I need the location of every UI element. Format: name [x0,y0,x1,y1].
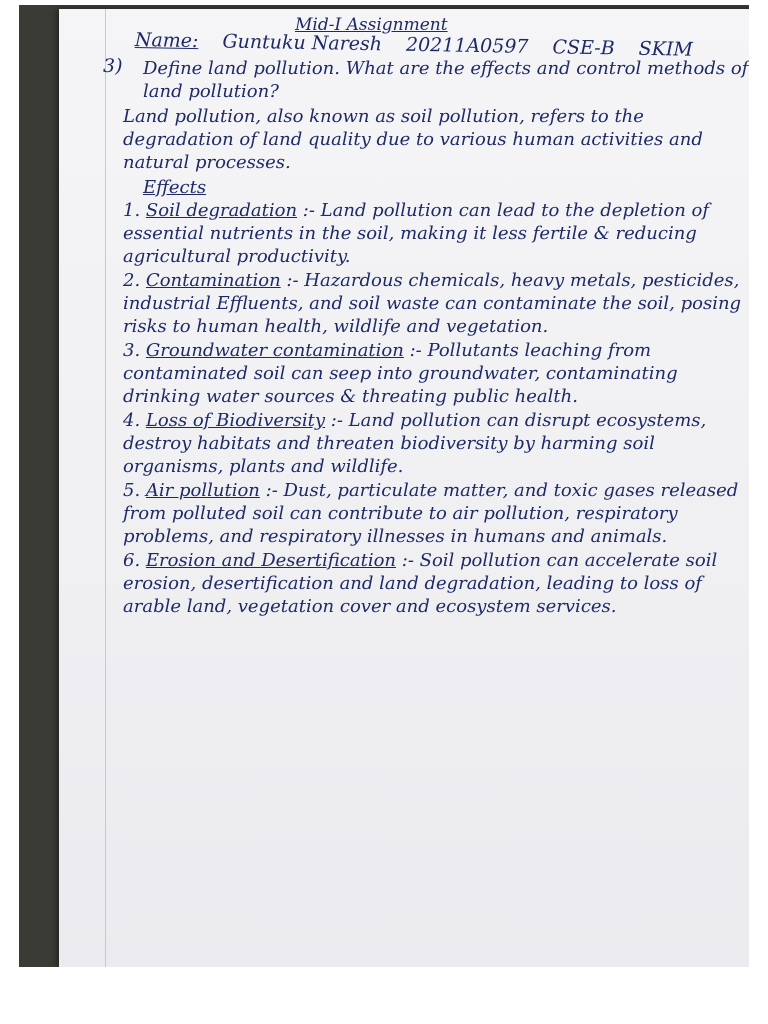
question-text: Define land pollution. What are the effects and control methods of land pollution? [143,58,749,102]
effect-number: 1. [123,200,141,221]
effect-term: Air pollution [145,480,260,501]
margin-line [105,9,106,967]
effect-text: :- Soil pollution can accelerate soil erosion, desertification and land degradation, leading to loss of arable land, vegetation cover and ecosystem services. [123,550,718,617]
section: CSE-B [552,36,615,60]
effect-item [123,409,749,478]
effect-term: Groundwater contamination [145,340,404,361]
effect-number: 2. [123,270,141,291]
effect-number: 3. [123,340,141,361]
effect-item [123,269,749,338]
effect-term: Contamination [145,270,281,291]
effect-term: Soil degradation [145,200,298,221]
roll-number: 20211A0597 [405,33,529,58]
question-number: 3) [103,55,123,77]
assignment-title: Mid-I Assignment [295,15,448,35]
effect-number: 5. [123,480,141,501]
effect-text: :- Land pollution can disrupt ecosystems, destroy habitats and threaten biodiversity by harming soil organisms, plants and wildlife. [123,410,707,477]
effect-item [123,549,749,618]
photo-background [19,5,749,967]
effect-item [123,479,749,548]
effect-text: :- Pollutants leaching from contaminated soil can seep into groundwater, contaminating drinking water sources & threating public health. [123,340,678,407]
effect-item [123,339,749,408]
effect-item [123,199,749,268]
effects-heading: Effects [143,177,207,198]
course-code: SKIM [638,37,694,61]
name-label: Name: [134,29,199,53]
effect-text: :- Land pollution can lead to the depletion of essential nutrients in the soil, making it less fertile & reducing agricultural productivity. [123,200,710,267]
effect-term: Loss of Biodiversity [145,410,326,431]
student-name: Guntuku Naresh [222,30,383,56]
handwritten-page [59,9,749,967]
effect-term: Erosion and Desertification [145,550,397,571]
effect-number: 4. [123,410,141,431]
answer-body [123,57,749,619]
effect-number: 6. [123,550,141,571]
effect-text: :- Dust, particulate matter, and toxic gases released from polluted soil can contribute to air pollution, respiratory problems, and respiratory illnesses in humans and animals. [123,480,739,547]
definition-paragraph: Land pollution, also known as soil pollution, refers to the degradation of land quality due to various human activities and natural processes. [123,106,703,173]
effect-text: :- Hazardous chemicals, heavy metals, pesticides, industrial Effluents, and soil waste can contaminate the soil, posing risks to human health, wildlife and vegetation. [123,270,742,337]
